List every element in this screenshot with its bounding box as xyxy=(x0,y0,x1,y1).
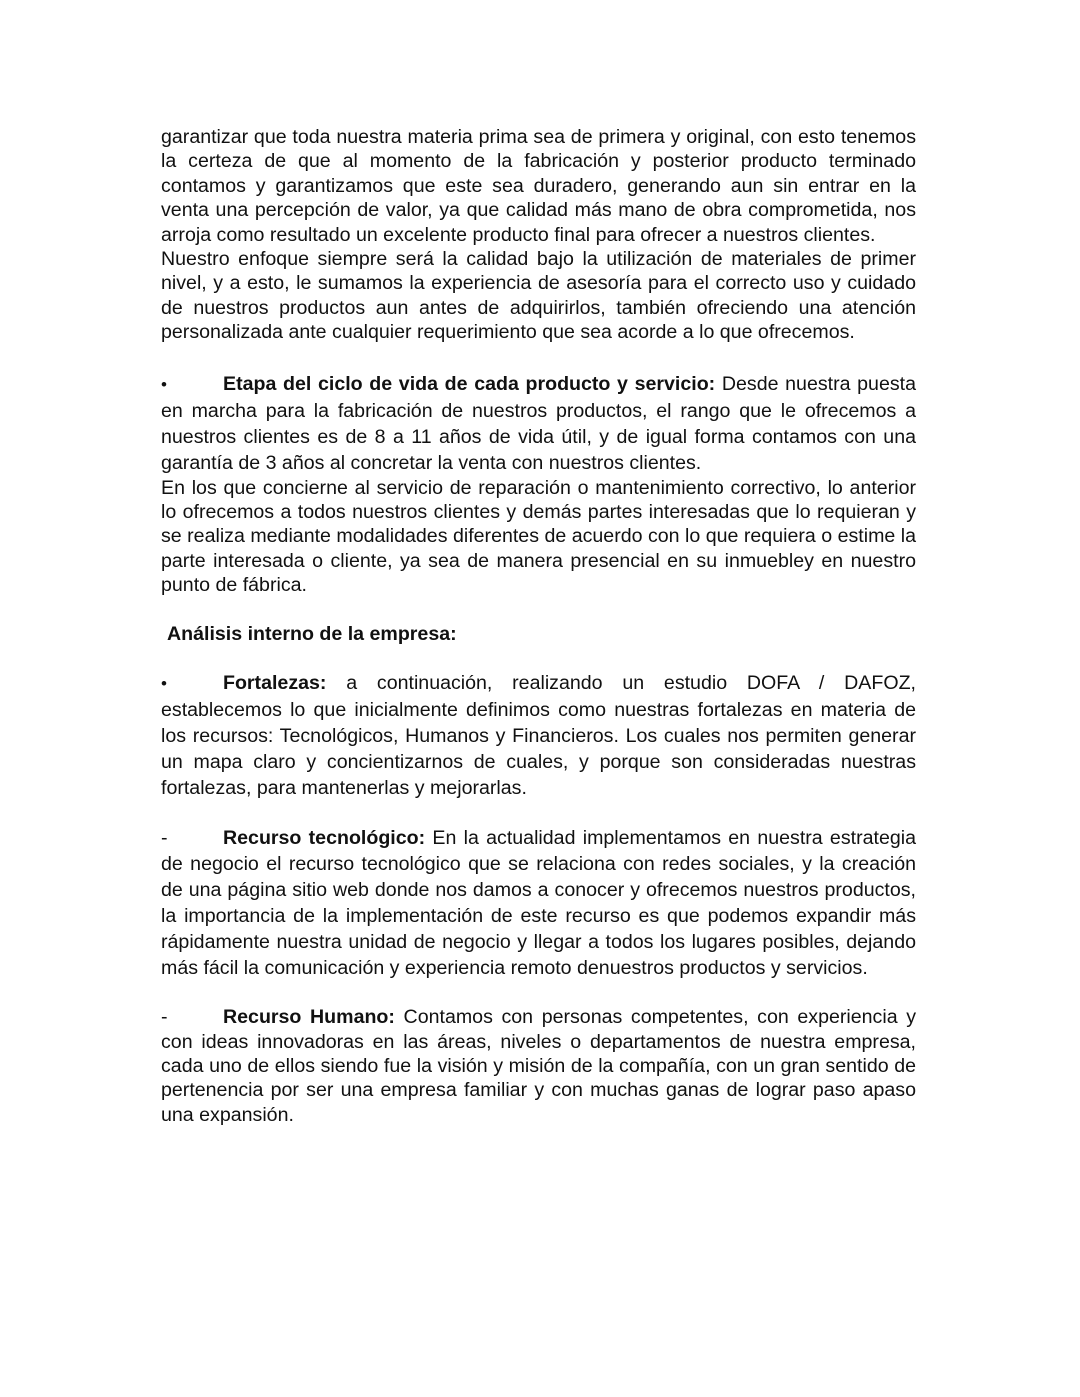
list-item-recurso-humano xyxy=(161,1005,916,1127)
dash-icon: - xyxy=(161,827,168,850)
spacer xyxy=(161,646,916,670)
item-text-recurso-tecnologico: En la actualidad implementamos en nuestra estrategia de negocio el recurso tecnológico que se relaciona con redes sociales, y la creación de una página sitio web donde nos damos a conocer y ofrecemos nuestros productos, la importancia de la implementación de este recurso es que podemos expandir más rápidamente nuestra unidad de negocio y llegar a todos los lugares posibles, dejando más fácil la comunicación y experiencia remoto denuestros productos y servicios. xyxy=(161,827,916,980)
item-title-fortalezas: Fortalezas: xyxy=(223,672,327,695)
list-item-fortalezas xyxy=(161,670,916,801)
spacer xyxy=(161,598,916,622)
item-text-fortalezas: a continuación, realizando un estudio DOFA / DAFOZ, establecemos lo que inicialmente definimos como nuestras fortalezas en materia de los recursos: Tecnológicos, Humanos y Financieros. Los cuales nos permiten generar un mapa claro y concientizarnos de cuales, y porque son consideradas nuestras fortalezas, para mantenerlas y mejorarlas. xyxy=(161,672,916,800)
paragraph-materia-prima: garantizar que toda nuestra materia prima sea de primera y original, con esto tenemos la certeza de que al momento de la fabricación y posterior producto terminado contamos y garantizamos que este sea duradero, generando aun sin entrar en la venta una percepción de valor, ya que calidad más mano de obra comprometida, nos arroja como resultado un excelente producto final para ofrecer a nuestros clientes. xyxy=(161,126,916,246)
item-text-ciclo-de-vida: Desde nuestra puesta en marcha para la fabricación de nuestros productos, el rango que le ofrecemos a nuestros clientes es de 8 a 11 años de vida útil, y de igual forma contamos con una garantía de 3 años al concretar la venta con nuestros clientes. xyxy=(161,372,916,474)
list-item-recurso-tecnologico xyxy=(161,825,916,981)
spacer xyxy=(161,345,916,371)
document-page xyxy=(161,125,916,1127)
bullet-icon: • xyxy=(161,374,167,394)
item-text-recurso-humano: Contamos con personas competentes, con experiencia y con ideas innovadoras en las áreas, niveles o departamentos de nuestra empresa, cada uno de ellos siendo fue la visión y misión de la compañía, con un gran sentido de pertenencia por ser una empresa familiar y con muchas ganas de lograr paso apaso una expansión. xyxy=(161,1006,917,1126)
section-heading-analisis-interno: Análisis interno de la empresa: xyxy=(167,622,457,645)
item-title-ciclo-de-vida: Etapa del ciclo de vida de cada producto y servicio: xyxy=(223,372,716,395)
paragraph-reparacion: En los que concierne al servicio de reparación o mantenimiento correctivo, lo anterior lo ofrecemos a todos nuestros clientes y demás partes interesadas que lo requieran y se realiza mediante modalidades diferentes de acuerdo con lo que requiera o estime la parte interesada o cliente, ya sea de manera presencial en su inmuebley en nuestro punto de fábrica. xyxy=(161,476,916,597)
spacer xyxy=(161,801,916,825)
item-title-recurso-tecnologico: Recurso tecnológico: xyxy=(223,827,426,850)
paragraph-enfoque-calidad: Nuestro enfoque siempre será la calidad bajo la utilización de materiales de primer nivel, y a esto, le sumamos la experiencia de asesoría para el correcto uso y cuidado de nuestros productos aun antes de adquirirlos, también ofreciendo una atención personalizada ante cualquier requerimiento que sea acorde a lo que ofrecemos. xyxy=(161,248,916,344)
item-title-recurso-humano: Recurso Humano: xyxy=(223,1006,395,1029)
spacer xyxy=(161,981,916,1005)
bullet-marker xyxy=(161,670,223,697)
dash-marker xyxy=(161,1005,223,1029)
bullet-marker xyxy=(161,371,223,398)
dash-marker xyxy=(161,825,223,851)
bullet-icon: • xyxy=(161,674,167,694)
dash-icon: - xyxy=(161,1006,168,1029)
list-item-ciclo-de-vida xyxy=(161,371,916,476)
